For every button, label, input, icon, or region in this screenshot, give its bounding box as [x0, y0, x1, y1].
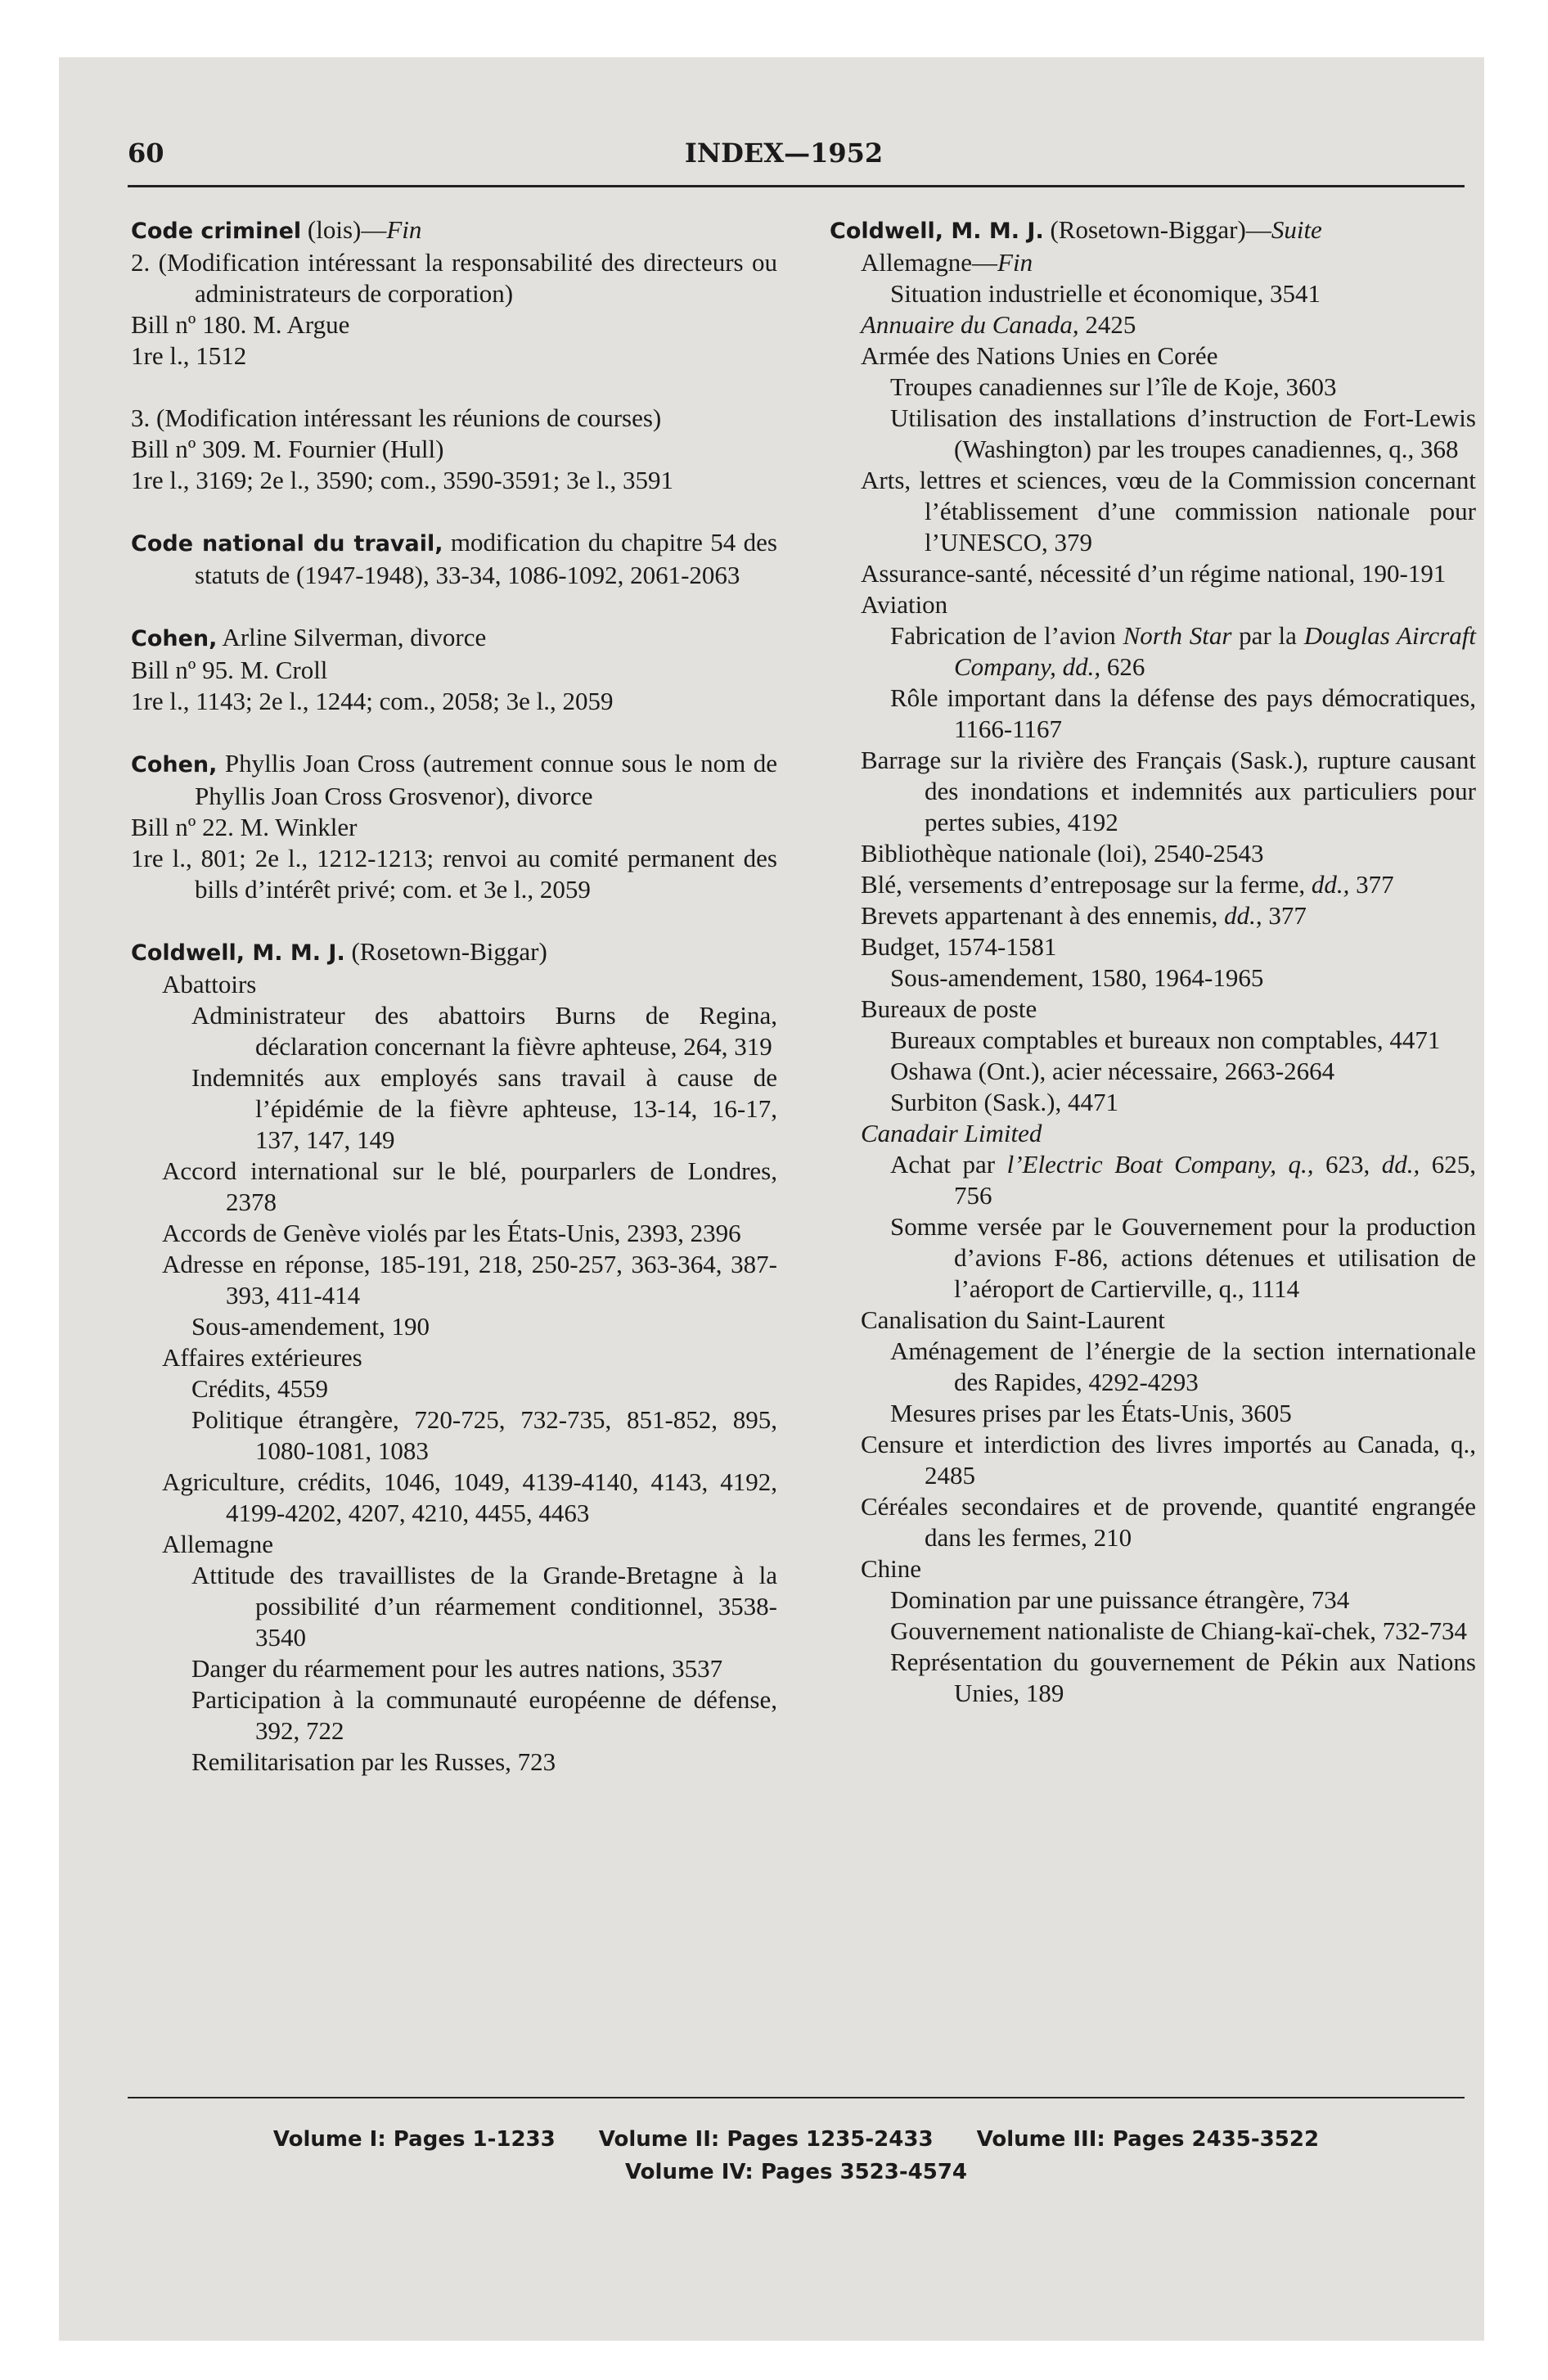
entry-text: Accord international sur le blé, pourparlers de Londres, 2378 [162, 1156, 777, 1216]
entry-text: Mesures prises par les États-Unis, 3605 [890, 1399, 1292, 1427]
index-entry [131, 748, 777, 812]
entry-text: modification du chapitre 54 des statuts de (1947-1948), 33-34, 1086-1092, 2061-2063 [195, 528, 777, 589]
index-entry [131, 1404, 777, 1467]
entry-text: Agriculture, crédits, 1046, 1049, 4139-4140, 4143, 4192, 4199-4202, 4207, 4210, 4455, 4463 [162, 1467, 777, 1527]
entry-text: Bill nº 309. M. Fournier (Hull) [131, 435, 444, 463]
entry-italic: dd., [1224, 901, 1262, 930]
entry-text: 3. (Modification intéressant les réunions de courses) [131, 403, 662, 432]
entry-text: Bibliothèque nationale (loi), 2540-2543 [861, 839, 1264, 868]
entry-italic: Douglas Aircraft Company, dd., [954, 621, 1476, 681]
index-entry [830, 214, 1476, 247]
entry-heading: Code criminel [131, 219, 302, 244]
index-entry [830, 403, 1476, 465]
entry-text: Gouvernement nationaliste de Chiang-kaï-chek, 732-734 [890, 1616, 1468, 1645]
index-entry [830, 1584, 1476, 1616]
entry-text: Bill nº 22. M. Winkler [131, 813, 358, 841]
entry-text: Participation à la communauté européenne de défense, 392, 722 [191, 1685, 777, 1745]
index-entry [131, 247, 777, 309]
entry-text: Surbiton (Sask.), 4471 [890, 1088, 1118, 1116]
index-entry [830, 1553, 1476, 1584]
index-entry [830, 1087, 1476, 1118]
index-entry [830, 247, 1476, 278]
entry-italic: Annuaire du Canada, [861, 310, 1079, 339]
index-entry [830, 1211, 1476, 1305]
entry-text: Chine [861, 1554, 922, 1583]
entry-text: (Rosetown-Biggar) [344, 937, 547, 966]
index-entry [131, 1218, 777, 1249]
entry-text: par la [1231, 621, 1304, 650]
entry-text: Administrateur des abattoirs Burns de Regina, déclaration concernant la fièvre aphteuse, 264, 319 [191, 1001, 777, 1061]
entry-text: Accords de Genève violés par les États-Unis, 2393, 2396 [162, 1219, 741, 1247]
index-entry [830, 869, 1476, 900]
index-entry [131, 686, 777, 717]
index-entry [131, 1000, 777, 1062]
entry-text: Barrage sur la rivière des Français (Sask.), rupture causant des inondations et indemnités aux particuliers pour pertes subies, 4192 [861, 746, 1476, 836]
entry-text: Armée des Nations Unies en Corée [861, 341, 1218, 370]
entry-text: Somme versée par le Gouvernement pour la production d’avions F-86, actions détenues et utilisation de l’aéroport de Cartierville, q., 1114 [890, 1212, 1476, 1303]
entry-text: Oshawa (Ont.), acier nécessaire, 2663-2664 [890, 1057, 1335, 1085]
entry-text: Arts, lettres et sciences, vœu de la Commission concernant l’établissement d’une commission nationale pour l’UNESCO, 379 [861, 466, 1476, 557]
index-entry [830, 1118, 1476, 1149]
entry-text: Allemagne— [861, 248, 998, 277]
index-entry [830, 558, 1476, 589]
index-entry [830, 620, 1476, 683]
index-entry [830, 465, 1476, 558]
index-entry [131, 1467, 777, 1529]
entry-italic: l’Electric Boat Company, q., [1006, 1150, 1314, 1179]
entry-text: Censure et interdiction des livres importés au Canada, q., 2485 [861, 1430, 1476, 1490]
volume-4-range: Volume IV: Pages 3523-4574 [624, 2160, 968, 2184]
entry-text: Sous-amendement, 190 [191, 1312, 430, 1341]
index-entry [131, 936, 777, 969]
index-entry [131, 309, 777, 340]
entry-text: 2. (Modification intéressant la responsabilité des directeurs ou administrateurs de corporation) [131, 248, 777, 308]
index-entry [830, 745, 1476, 838]
index-column-right [830, 214, 1476, 1709]
index-entry [131, 527, 777, 591]
index-entry [830, 589, 1476, 620]
index-entry [830, 900, 1476, 931]
entry-heading: Code national du travail, [131, 531, 443, 557]
entry-italic: North Star [1123, 621, 1232, 650]
entry-text: Assurance-santé, nécessité d’un régime national, 190-191 [861, 559, 1447, 588]
entry-text: Remilitarisation par les Russes, 723 [191, 1747, 556, 1776]
index-entry [830, 1336, 1476, 1398]
index-entry [830, 683, 1476, 745]
index-entry [131, 1529, 777, 1560]
entry-text: 2425 [1078, 310, 1136, 339]
entry-text: 1re l., 1143; 2e l., 1244; com., 2058; 3e l., 2059 [131, 687, 614, 715]
index-entry [830, 340, 1476, 372]
index-entry [830, 931, 1476, 962]
index-entry [830, 1616, 1476, 1647]
index-column-left [131, 214, 777, 1778]
index-entry [131, 655, 777, 686]
entry-italic: Suite [1271, 215, 1322, 244]
entry-text: Céréales secondaires et de provende, quantité engrangée dans les fermes, 210 [861, 1492, 1476, 1552]
index-entry [830, 1429, 1476, 1491]
entry-text: Utilisation des installations d’instruction de Fort-Lewis (Washington) par les troupes canadiennes, q., 368 [890, 403, 1476, 463]
volume-2-range: Volume II: Pages 1235-2433 [598, 2127, 934, 2152]
entry-text: 623, [1313, 1150, 1382, 1179]
entry-text: 377 [1349, 870, 1394, 899]
entry-text: Affaires extérieures [162, 1343, 362, 1372]
entry-heading: Cohen, [131, 626, 218, 651]
index-entry [131, 1342, 777, 1373]
entry-text: Troupes canadiennes sur l’île de Koje, 3603 [890, 372, 1337, 401]
page-header [72, 82, 1463, 169]
index-entry [131, 340, 777, 372]
index-entry [131, 1062, 777, 1156]
entry-text: 625, 756 [954, 1150, 1477, 1210]
index-entry [131, 1311, 777, 1342]
entry-text: Crédits, 4559 [191, 1374, 329, 1403]
index-entry [131, 969, 777, 1000]
index-entry [830, 278, 1476, 309]
index-entry [131, 1684, 777, 1747]
index-entry [830, 1647, 1476, 1709]
entry-text: Domination par une puissance étrangère, 734 [890, 1585, 1350, 1614]
index-entry [830, 1149, 1476, 1211]
page-number: 60 [128, 137, 164, 169]
index-entry [830, 1025, 1476, 1056]
index-entry [830, 1056, 1476, 1087]
index-entry [830, 962, 1476, 994]
index-entry [131, 214, 777, 247]
entry-heading: Cohen, [131, 752, 218, 778]
index-entry [131, 465, 777, 496]
entry-italic: dd., [1381, 1150, 1420, 1179]
entry-italic: Canadair Limited [861, 1119, 1042, 1147]
index-entry [830, 1491, 1476, 1553]
entry-text: Bill nº 180. M. Argue [131, 310, 350, 339]
entry-heading: Coldwell, M. M. J. [131, 940, 345, 966]
entry-text: Blé, versements d’entreposage sur la ferme, [861, 870, 1312, 899]
entry-text: Arline Silverman, divorce [217, 623, 487, 651]
volume-1-range: Volume I: Pages 1-1233 [272, 2127, 556, 2152]
entry-text: Allemagne [162, 1530, 274, 1558]
index-entry [830, 309, 1476, 340]
index-entry [131, 1653, 777, 1684]
entry-text: Situation industrielle et économique, 3541 [890, 279, 1321, 308]
entry-text: Adresse en réponse, 185-191, 218, 250-257, 363-364, 387-393, 411-414 [162, 1250, 777, 1309]
index-entry [131, 1373, 777, 1404]
index-entry [830, 1305, 1476, 1336]
entry-italic: Fin [386, 215, 422, 244]
entry-text: Fabrication de l’avion [890, 621, 1123, 650]
entry-text: Aménagement de l’énergie de la section internationale des Rapides, 4292-4293 [890, 1336, 1476, 1396]
entry-text: Sous-amendement, 1580, 1964-1965 [890, 963, 1264, 992]
entry-text: (lois)— [301, 215, 387, 244]
entry-italic: dd., [1311, 870, 1350, 899]
entry-text: 377 [1262, 901, 1307, 930]
index-entry [131, 1156, 777, 1218]
page-title: INDEX—1952 [684, 137, 884, 169]
index-entry [131, 403, 777, 434]
header-rule [128, 185, 1465, 187]
footer-rule [128, 2097, 1465, 2098]
index-entry [131, 1560, 777, 1653]
entry-text: 1re l., 1512 [131, 341, 247, 370]
entry-text: Bureaux de poste [861, 994, 1037, 1023]
entry-text: Achat par [890, 1150, 1007, 1179]
index-entry [131, 1249, 777, 1311]
entry-text: Danger du réarmement pour les autres nations, 3537 [191, 1654, 723, 1683]
entry-text: Abattoirs [162, 970, 257, 998]
entry-text: Indemnités aux employés sans travail à cause de l’épidémie de la fièvre aphteuse, 13-14, 16-17, 137, 147, 149 [191, 1063, 777, 1154]
entry-text: 1re l., 801; 2e l., 1212-1213; renvoi au comité permanent des bills d’intérêt privé; com. et 3e l., 2059 [131, 844, 777, 904]
entry-text: Canalisation du Saint-Laurent [861, 1305, 1165, 1334]
entry-heading: Coldwell, M. M. J. [830, 219, 1044, 244]
entry-text: Aviation [861, 590, 948, 619]
entry-text: Politique étrangère, 720-725, 732-735, 851-852, 895, 1080-1081, 1083 [191, 1405, 777, 1465]
index-entry [131, 622, 777, 655]
entry-text: 1re l., 3169; 2e l., 3590; com., 3590-3591; 3e l., 3591 [131, 466, 673, 494]
entry-text: Budget, 1574-1581 [861, 932, 1057, 961]
index-entry [830, 994, 1476, 1025]
entry-text: (Rosetown-Biggar)— [1043, 215, 1271, 244]
entry-text: 626 [1100, 652, 1145, 681]
entry-text: Représentation du gouvernement de Pékin aux Nations Unies, 189 [890, 1648, 1476, 1707]
entry-text: Attitude des travaillistes de la Grande-Bretagne à la possibilité d’un réarmement conditionnel, 3538-3540 [191, 1561, 777, 1652]
entry-text: Bill nº 95. M. Croll [131, 656, 328, 684]
entry-text: Brevets appartenant à des ennemis, [861, 901, 1225, 930]
index-entry [830, 838, 1476, 869]
entry-text: Bureaux comptables et bureaux non comptables, 4471 [890, 1025, 1441, 1054]
index-entry [131, 434, 777, 465]
entry-italic: Fin [997, 248, 1033, 277]
entry-text: Phyllis Joan Cross (autrement connue sous le nom de Phyllis Joan Cross Grosvenor), divorce [195, 749, 777, 810]
index-entry [131, 843, 777, 905]
volume-3-range: Volume III: Pages 2435-3522 [976, 2127, 1320, 2152]
index-entry [830, 372, 1476, 403]
volume-footer [128, 2123, 1465, 2188]
entry-text: Rôle important dans la défense des pays démocratiques, 1166-1167 [890, 683, 1476, 743]
index-entry [830, 1398, 1476, 1429]
index-entry [131, 812, 777, 843]
index-entry [131, 1747, 777, 1778]
